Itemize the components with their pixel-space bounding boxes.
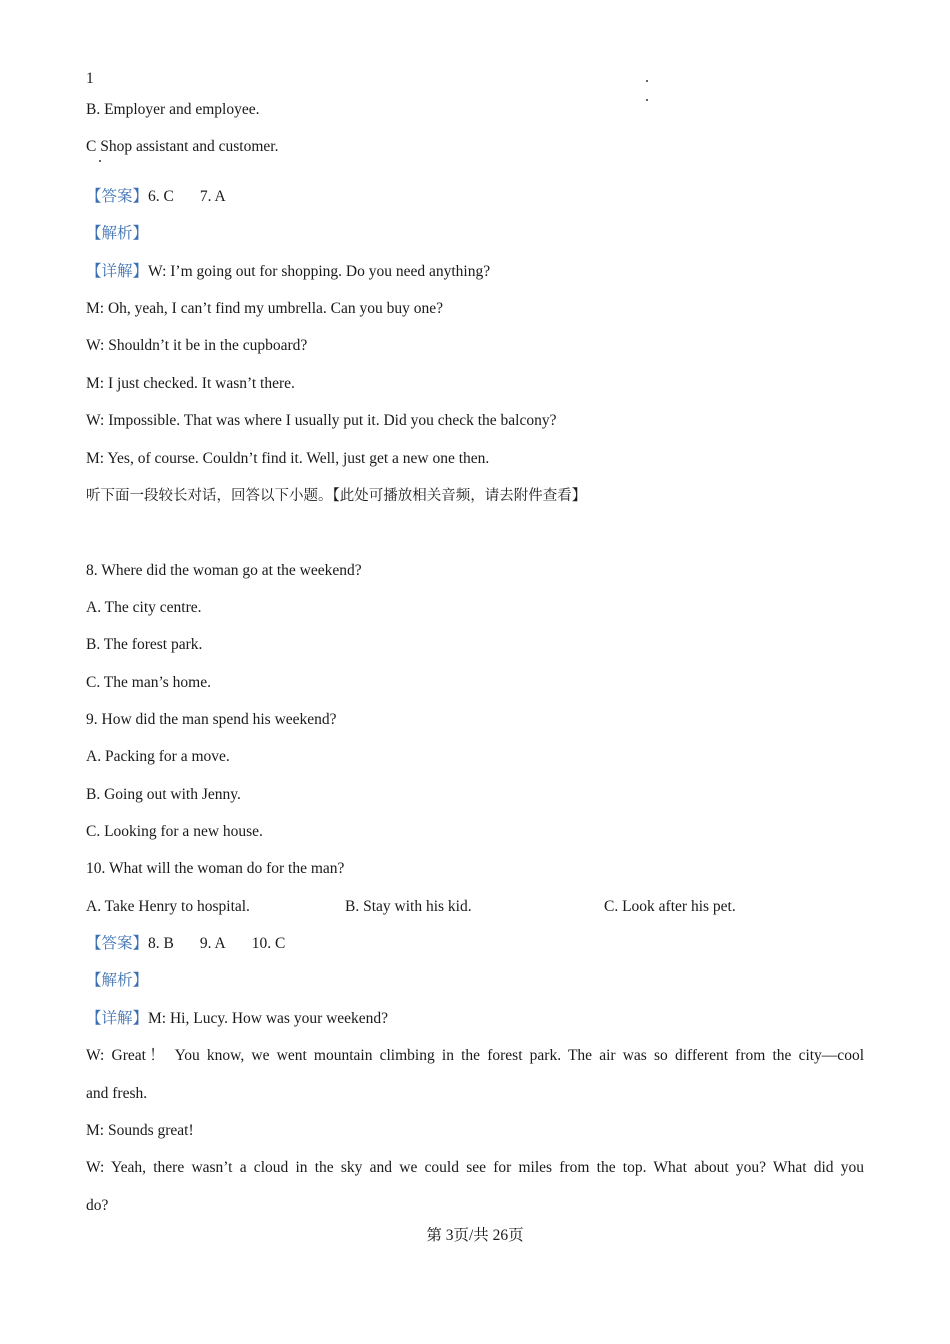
answer-line-1: [86, 187, 226, 207]
q8-option-c: C. The man’s home.: [86, 674, 211, 691]
detail-line-2: [86, 1009, 388, 1029]
answer-line-2: [86, 934, 285, 954]
option-b: B. Employer and employee.: [86, 101, 260, 118]
dialog-line: do?: [86, 1197, 109, 1214]
dialog-line: W: Shouldn’t it be in the cupboard?: [86, 337, 308, 354]
analysis-tag: 【解析】: [86, 225, 149, 242]
dialog-line: W: Impossible. That was where I usually put it. Did you check the balcony?: [86, 412, 557, 429]
question-8: 8. Where did the woman go at the weekend?: [86, 562, 362, 579]
analysis-tag: 【解析】: [86, 972, 149, 989]
dialog-line: M: Sounds great!: [86, 1122, 194, 1139]
answer-value: 9. A: [199, 935, 226, 952]
answer-tag: 【答案】: [86, 188, 149, 205]
listening-instruction: 听下面一段较长对话，回答以下小题。【此处可播放相关音频，请去附件查看】: [86, 488, 587, 504]
option-c: C Shop assistant and customer.: [86, 138, 279, 155]
q9-option-a: A. Packing for a move.: [86, 748, 230, 765]
q9-option-c: C. Looking for a new house.: [86, 823, 263, 840]
q10-option-a: A. Take Henry to hospital.: [86, 898, 250, 915]
stray-mark: [99, 160, 101, 162]
stray-mark: [646, 99, 648, 101]
page-fragment-number: 1: [86, 70, 94, 87]
answer-tag: 【答案】: [86, 935, 149, 952]
q8-option-a: A. The city centre.: [86, 599, 202, 616]
q8-option-b: B. The forest park.: [86, 636, 203, 653]
q9-option-b: B. Going out with Jenny.: [86, 786, 241, 803]
detail-line-1: [86, 262, 490, 282]
page-footer: 第 3页/共 26页: [426, 1227, 524, 1244]
dialog-line: W: Great！ You know, we went mountain climbing in the forest park. The air was so different from the city—cool: [86, 1047, 864, 1064]
detail-tag: 【详解】: [86, 1010, 149, 1027]
question-9: 9. How did the man spend his weekend?: [86, 711, 337, 728]
dialog-line: W: I’m going out for shopping. Do you need anything?: [148, 263, 491, 280]
dialog-line: M: Hi, Lucy. How was your weekend?: [148, 1010, 389, 1027]
question-10: 10. What will the woman do for the man?: [86, 860, 345, 877]
answer-value: 10. C: [251, 935, 286, 952]
dialog-line: and fresh.: [86, 1085, 148, 1102]
answer-value: 8. B: [148, 935, 174, 952]
dialog-line: M: I just checked. It wasn’t there.: [86, 375, 295, 392]
q10-option-c: C. Look after his pet.: [604, 898, 736, 915]
answer-value: 6. C: [148, 188, 174, 205]
dialog-line: M: Oh, yeah, I can’t find my umbrella. Can you buy one?: [86, 300, 443, 317]
dialog-line: M: Yes, of course. Couldn’t find it. Well, just get a new one then.: [86, 450, 490, 467]
stray-mark: [646, 80, 648, 82]
q10-option-b: B. Stay with his kid.: [345, 898, 472, 915]
dialog-line: W: Yeah, there wasn’t a cloud in the sky and we could see for miles from the top. What about you? What did you: [86, 1159, 864, 1176]
detail-tag: 【详解】: [86, 263, 149, 280]
answer-value: 7. A: [199, 188, 226, 205]
